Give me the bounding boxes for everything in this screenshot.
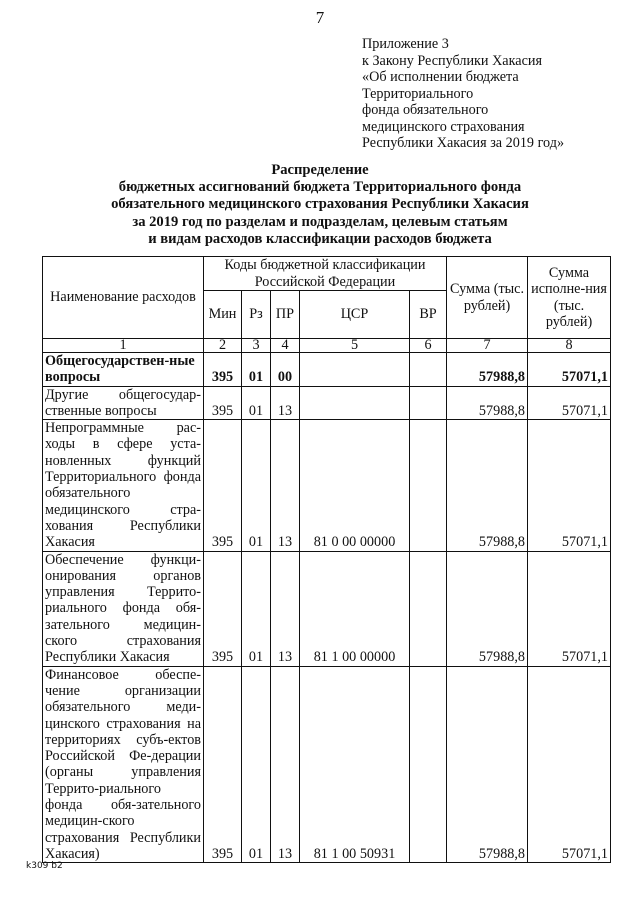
row-vr (410, 353, 447, 387)
row-sum-exec: 57071,1 (528, 551, 611, 666)
table-row (43, 666, 611, 863)
header-vr: ВР (410, 291, 447, 339)
row-csr (300, 386, 410, 420)
row-sum: 57988,8 (447, 386, 528, 420)
row-csr (300, 353, 410, 387)
row-rz: 01 (242, 551, 271, 666)
row-name: Финансовое обеспе-чение организации обязательного меди-цинского страхования на территориях субъ-ектов Российской Фе-дерации (органы управления Террито-риального фонда обя-зательного медицин-ского страхования Республики Хакасия) (43, 666, 204, 863)
header-csr: ЦСР (300, 291, 410, 339)
row-vr (410, 420, 447, 551)
header-pr: ПР (271, 291, 300, 339)
title-line: бюджетных ассигнований бюджета Территориального фонда (118, 179, 522, 196)
row-min: 395 (204, 353, 242, 387)
appendix-line: Территориального (362, 85, 474, 102)
row-vr (410, 386, 447, 420)
row-sum-exec: 57071,1 (528, 420, 611, 551)
appendix-line: медицинского страхования (362, 118, 525, 135)
column-number: 4 (271, 339, 300, 353)
column-number: 7 (447, 339, 528, 353)
appendix-line: фонда обязательного (362, 102, 489, 118)
row-pr: 00 (271, 353, 300, 387)
column-number: 2 (204, 339, 242, 353)
row-csr: 81 0 00 00000 (300, 420, 410, 551)
row-sum: 57988,8 (447, 353, 528, 387)
row-pr: 13 (271, 386, 300, 420)
row-min: 395 (204, 551, 242, 666)
row-min: 395 (204, 666, 242, 863)
column-number: 3 (242, 339, 271, 353)
row-name: Другие общегосудар-ственные вопросы (43, 386, 204, 420)
row-vr (410, 666, 447, 863)
column-number: 6 (410, 339, 447, 353)
table-row (43, 353, 611, 387)
row-sum: 57988,8 (447, 551, 528, 666)
footer-code: k309 b2 (26, 861, 63, 871)
row-sum: 57988,8 (447, 666, 528, 863)
title-line: обязательного медицинского страхования Республики Хакасия (111, 196, 529, 213)
row-pr: 13 (271, 666, 300, 863)
header-sum: Сумма (тыс. рублей) (447, 257, 528, 339)
column-number: 1 (43, 339, 204, 353)
row-vr (410, 551, 447, 666)
budget-table (42, 256, 611, 863)
row-csr: 81 1 00 50931 (300, 666, 410, 863)
row-rz: 01 (242, 420, 271, 551)
header-sum-exec: Сумма исполне-ния (тыс. рублей) (528, 257, 611, 339)
appendix-line: «Об исполнении бюджета (362, 69, 519, 85)
column-number-row (43, 339, 611, 353)
header-min: Мин (204, 291, 242, 339)
column-number: 8 (528, 339, 611, 353)
title-line: и видам расходов классификации расходов бюджета (148, 230, 492, 247)
table-row (43, 551, 611, 666)
row-rz: 01 (242, 353, 271, 387)
appendix-line: к Закону Республики Хакасия (362, 52, 542, 69)
row-sum-exec: 57071,1 (528, 386, 611, 420)
row-min: 395 (204, 420, 242, 551)
row-pr: 13 (271, 551, 300, 666)
header-codes-group: Коды бюджетной классификации Российской Федерации (204, 257, 447, 291)
table-header-row (43, 257, 611, 291)
row-min: 395 (204, 386, 242, 420)
row-name: Непрограммные рас-ходы в сфере уста-новленных функций Территориального фонда обязательного медицинского стра-хования Республики Хакасия (43, 420, 204, 551)
row-sum-exec: 57071,1 (528, 353, 611, 387)
row-pr: 13 (271, 420, 300, 551)
row-rz: 01 (242, 386, 271, 420)
row-csr: 81 1 00 00000 (300, 551, 410, 666)
title-line: за 2019 год по разделам и подразделам, целевым статьям (132, 213, 508, 230)
document-title (0, 162, 640, 248)
row-sum: 57988,8 (447, 420, 528, 551)
row-name: Общегосударствен-ные вопросы (43, 353, 204, 387)
appendix-line: Республики Хакасия за 2019 год» (362, 135, 565, 151)
appendix-line: Приложение 3 (362, 36, 449, 52)
page-number: 7 (315, 8, 325, 27)
table-row (43, 386, 611, 420)
row-sum-exec: 57071,1 (528, 666, 611, 863)
header-name: Наименование расходов (43, 257, 204, 339)
title-line: Распределение (271, 162, 369, 178)
appendix-reference (362, 36, 564, 152)
column-number: 5 (300, 339, 410, 353)
row-rz: 01 (242, 666, 271, 863)
header-rz: Рз (242, 291, 271, 339)
row-name: Обеспечение функци-онирования органов управления Террито-риального фонда обя-зательного медицин-ского страхования Республики Хакасия (43, 551, 204, 666)
table-row (43, 420, 611, 551)
